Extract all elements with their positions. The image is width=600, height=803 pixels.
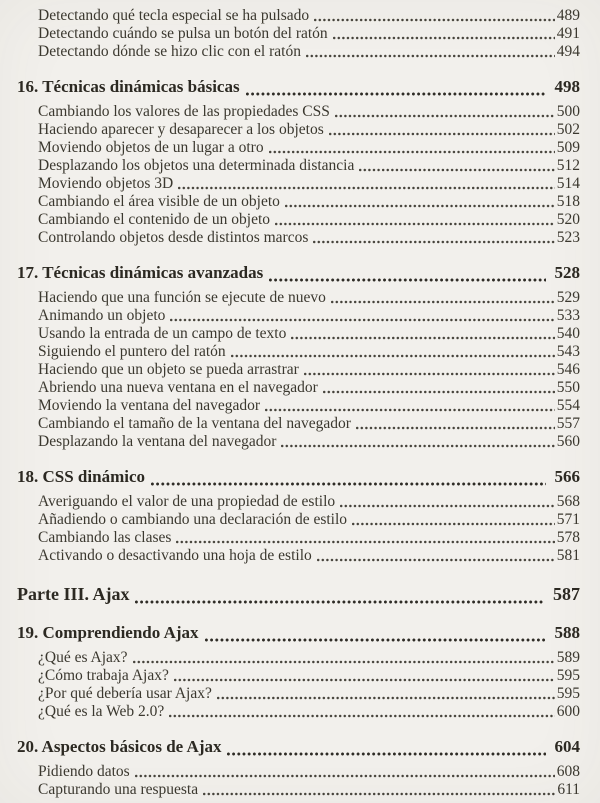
toc-entry — [38, 139, 580, 157]
leader-dots — [335, 114, 555, 118]
toc-entry — [38, 529, 580, 547]
toc-entry-page-number: 533 — [556, 307, 580, 324]
toc-entry — [38, 493, 580, 511]
leader-dots — [313, 240, 554, 244]
heading-page-number: 604 — [554, 737, 580, 756]
toc-entry-title: Moviendo la ventana del navegador — [38, 397, 261, 414]
toc-entry-title: Haciendo que un objeto se pueda arrastrar — [38, 361, 299, 378]
toc-entry — [38, 211, 580, 229]
leader-dots — [304, 372, 555, 376]
toc-entry — [38, 121, 580, 139]
leader-dots — [356, 426, 555, 430]
toc-entry-page-number: 500 — [556, 103, 580, 120]
toc-entry-page-number: 554 — [556, 397, 580, 414]
leader-dots — [329, 132, 555, 136]
toc-entry — [38, 103, 580, 121]
toc-entry — [38, 667, 580, 685]
heading-title: 18. CSS dinámico — [17, 467, 145, 486]
heading-page-number: 528 — [554, 263, 580, 282]
leader-dots — [352, 522, 555, 526]
toc-chapter-heading — [17, 621, 580, 645]
leader-dots — [246, 92, 546, 96]
toc-entry-page-number: 502 — [556, 121, 580, 138]
toc-entry-title: Detectando qué tecla especial se ha pulsado — [38, 7, 310, 24]
toc-entry-title: Activando o desactivando una hoja de estilo — [38, 547, 312, 564]
toc-entry — [38, 343, 580, 361]
toc-entry — [38, 547, 580, 565]
toc-entry-title: Detectando dónde se hizo clic con el ratón — [38, 43, 301, 60]
toc-entry-title: ¿Cómo trabaja Ajax? — [38, 667, 169, 684]
toc-entry — [38, 289, 580, 307]
toc-chapter-heading — [17, 75, 580, 99]
leader-dots — [323, 390, 555, 394]
leader-dots — [281, 444, 554, 448]
toc-entry — [38, 703, 580, 721]
toc-entry-title: Animando un objeto — [38, 307, 166, 324]
toc-entry-title: Usando la entrada de un campo de texto — [38, 325, 287, 342]
toc-entry-page-number: 514 — [556, 175, 580, 192]
leader-dots — [217, 696, 555, 700]
heading-page-number: 588 — [554, 623, 580, 642]
heading-page-number: 587 — [553, 584, 580, 604]
leader-dots — [269, 278, 545, 282]
toc-chapter-heading — [17, 261, 580, 285]
toc-entry-page-number: 523 — [556, 229, 580, 246]
leader-dots — [291, 336, 554, 340]
toc-entry — [38, 361, 580, 379]
toc-entry-page-number: 489 — [556, 7, 580, 24]
toc-entry-title: Moviendo objetos 3D — [38, 175, 174, 192]
leader-dots — [317, 558, 555, 562]
heading-title: 20. Aspectos básicos de Ajax — [17, 737, 222, 756]
toc-entry-page-number: 581 — [556, 547, 580, 564]
leader-dots — [359, 168, 554, 172]
toc-entry-title: Averiguando el valor de una propiedad de estilo — [38, 493, 336, 510]
toc-entry-title: Haciendo que una función se ejecute de nuevo — [38, 289, 326, 306]
toc-entry-title: Cambiando el tamaño de la ventana del navegador — [38, 415, 351, 432]
toc-entry — [38, 157, 580, 175]
toc-entry — [38, 763, 580, 781]
toc-entry-title: ¿Qué es Ajax? — [38, 649, 128, 666]
toc-entry-page-number: 491 — [556, 25, 580, 42]
toc-entry-title: Desplazando los objetos una determinada distancia — [38, 157, 355, 174]
toc-entry-page-number: 589 — [556, 649, 580, 666]
toc-entry-page-number: 494 — [556, 43, 580, 60]
toc-chapter-heading — [17, 465, 580, 489]
toc-entry-page-number: 518 — [556, 193, 580, 210]
leader-dots — [169, 714, 554, 718]
leader-dots — [314, 18, 555, 22]
heading-page-number: 566 — [554, 467, 580, 486]
leader-dots — [178, 186, 555, 190]
toc-entry-title: Moviendo objetos de un lugar a otro — [38, 139, 264, 156]
toc-entry-page-number: 546 — [556, 361, 580, 378]
toc-entry — [38, 193, 580, 211]
toc-entry — [38, 7, 580, 25]
leader-dots — [275, 222, 555, 226]
toc-entry-page-number: 512 — [556, 157, 580, 174]
toc-entry — [38, 43, 580, 61]
toc-entry-page-number: 529 — [556, 289, 580, 306]
toc-entry-page-number: 595 — [556, 685, 580, 702]
toc-entry — [38, 379, 580, 397]
toc-entry-title: ¿Por qué debería usar Ajax? — [38, 685, 212, 702]
toc-entry-title: Controlando objetos desde distintos marcos — [38, 229, 309, 246]
toc-entry-page-number: 611 — [557, 781, 580, 798]
toc-entry — [38, 433, 580, 451]
heading-title: 19. Comprendiendo Ajax — [17, 623, 199, 642]
leader-dots — [174, 678, 555, 682]
toc-entry-title: Cambiando las clases — [38, 529, 172, 546]
leader-dots — [265, 408, 555, 412]
toc-entry-page-number: 540 — [556, 325, 580, 342]
heading-title: Parte III. Ajax — [17, 584, 130, 604]
toc-entry-title: Abriendo una nueva ventana en el navegador — [38, 379, 318, 396]
toc-entry-page-number: 560 — [556, 433, 580, 450]
toc-entry-title: Pidiendo datos — [38, 763, 130, 780]
toc-entry — [38, 649, 580, 667]
toc-entry-title: Cambiando el área visible de un objeto — [38, 193, 280, 210]
leader-dots — [133, 660, 555, 664]
toc-entry — [38, 25, 580, 43]
toc-entry-page-number: 557 — [556, 415, 580, 432]
leader-dots — [205, 638, 546, 642]
toc-entry-title: Desplazando la ventana del navegador — [38, 433, 277, 450]
toc-entry — [38, 685, 580, 703]
heading-page-number: 498 — [554, 77, 580, 96]
leader-dots — [306, 54, 555, 58]
heading-title: 16. Técnicas dinámicas básicas — [17, 77, 240, 96]
toc-entry-page-number: 571 — [556, 511, 580, 528]
leader-dots — [151, 482, 546, 486]
toc-entry — [38, 397, 580, 415]
toc-entry — [38, 175, 580, 193]
leader-dots — [285, 204, 555, 208]
leader-dots — [203, 792, 555, 796]
toc-entry-page-number: 520 — [556, 211, 580, 228]
toc-entry-page-number: 578 — [556, 529, 580, 546]
toc-entry-page-number: 543 — [556, 343, 580, 360]
heading-title: 17. Técnicas dinámicas avanzadas — [17, 263, 264, 282]
leader-dots — [333, 36, 555, 40]
toc-entry — [38, 307, 580, 325]
toc-entry — [38, 325, 580, 343]
leader-dots — [269, 150, 555, 154]
toc-entry — [38, 415, 580, 433]
toc-entry-title: Cambiando el contenido de un objeto — [38, 211, 271, 228]
leader-dots — [331, 300, 555, 304]
toc-entry-title: ¿Qué es la Web 2.0? — [38, 703, 165, 720]
toc-entry-title: Haciendo aparecer y desaparecer a los objetos — [38, 121, 324, 138]
leader-dots — [135, 774, 555, 778]
toc-entry-page-number: 600 — [556, 703, 580, 720]
leader-dots — [176, 540, 554, 544]
toc-list — [17, 7, 580, 799]
toc-entry — [38, 511, 580, 529]
toc-entry-page-number: 608 — [556, 763, 580, 780]
toc-entry-page-number: 509 — [556, 139, 580, 156]
toc-entry-title: Siguiendo el puntero del ratón — [38, 343, 226, 360]
leader-dots — [340, 504, 555, 508]
toc-entry — [38, 781, 580, 799]
toc-entry-title: Cambiando los valores de las propiedades CSS — [38, 103, 330, 120]
leader-dots — [227, 752, 545, 756]
toc-chapter-heading — [17, 735, 580, 759]
leader-dots — [231, 354, 555, 358]
toc-entry-title: Añadiendo o cambiando una declaración de estilo — [38, 511, 348, 528]
leader-dots — [135, 600, 544, 604]
leader-dots — [170, 318, 554, 322]
toc-entry-title: Detectando cuándo se pulsa un botón del ratón — [38, 25, 328, 42]
toc-part-heading — [17, 581, 580, 607]
toc-entry-page-number: 550 — [556, 379, 580, 396]
toc-entry-page-number: 595 — [556, 667, 580, 684]
toc-entry-page-number: 568 — [556, 493, 580, 510]
toc-entry-title: Capturando una respuesta — [38, 781, 199, 798]
toc-entry — [38, 229, 580, 247]
